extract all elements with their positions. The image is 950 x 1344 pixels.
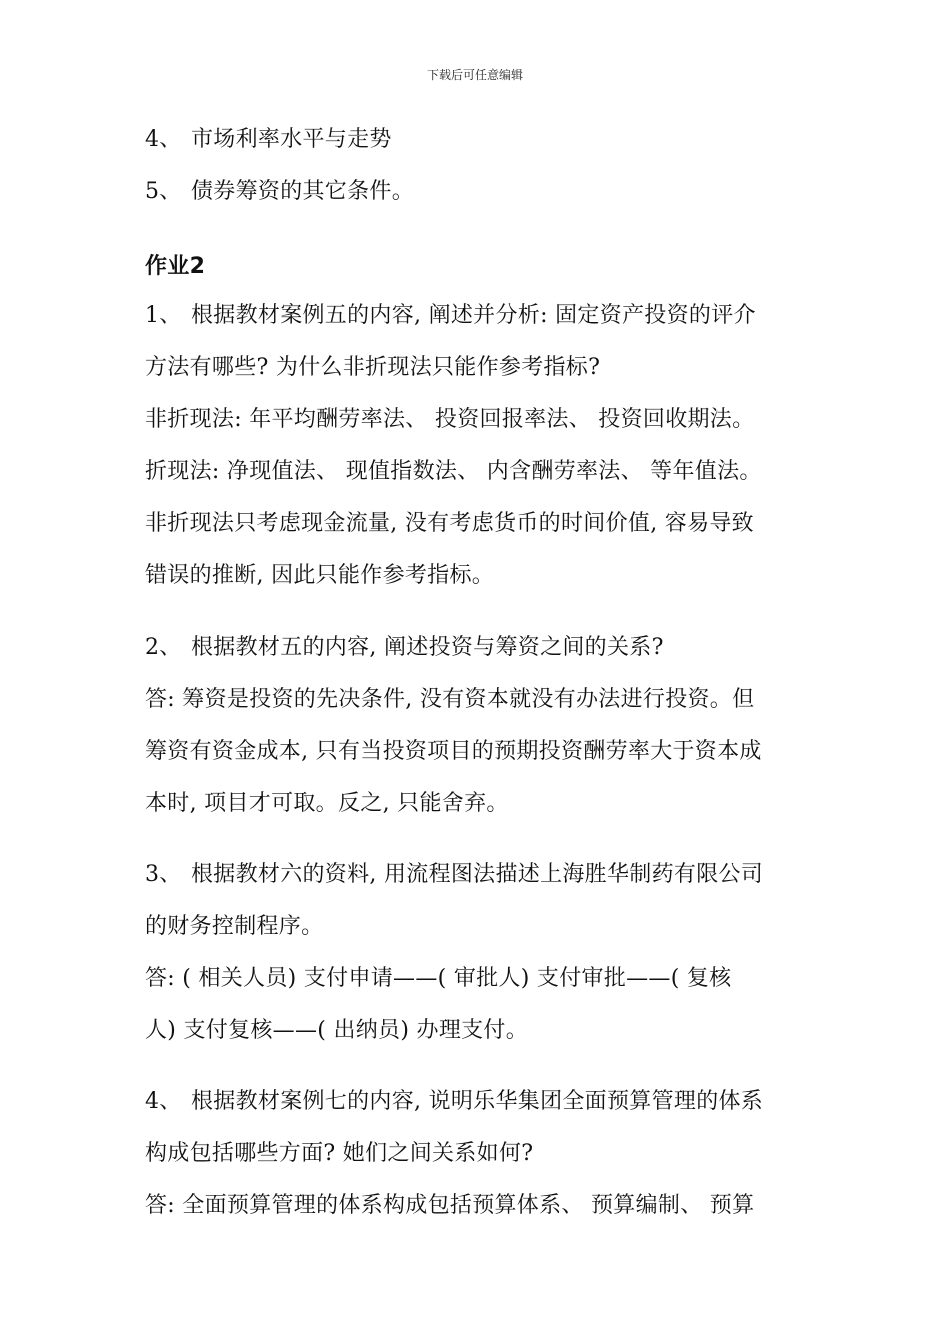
answer-1-line-2: 折现法: 净现值法、 现值指数法、 内含酬劳率法、 等年值法。 bbox=[145, 459, 762, 484]
question-text: 根据教材案例七的内容, 说明乐华集团全面预算管理的体系 bbox=[191, 1089, 764, 1114]
question-1-cont: 方法有哪些? 为什么非折现法只能作参考指标? bbox=[145, 355, 601, 380]
answer-3-line-2: 人) 支付复核——( 出纳员) 办理支付。 bbox=[145, 1018, 529, 1043]
list-item-5 bbox=[145, 174, 414, 205]
list-number: 4、 bbox=[145, 127, 182, 152]
list-text: 市场利率水平与走势 bbox=[191, 127, 392, 152]
answer-2-line-2: 筹资有资金成本, 只有当投资项目的预期投资酬劳率大于资本成 bbox=[145, 739, 762, 764]
answer-2-line-3: 本时, 项目才可取。反之, 只能舍弃。 bbox=[145, 791, 509, 816]
question-4 bbox=[145, 1084, 763, 1115]
question-3-cont: 的财务控制程序。 bbox=[145, 914, 324, 939]
question-3 bbox=[145, 857, 763, 888]
question-number: 3、 bbox=[145, 862, 182, 887]
answer-4-line-1: 答: 全面预算管理的体系构成包括预算体系、 预算编制、 预算 bbox=[145, 1193, 755, 1218]
question-1 bbox=[145, 298, 756, 329]
answer-2-line-1: 答: 筹资是投资的先决条件, 没有资本就没有办法进行投资。但 bbox=[145, 687, 755, 712]
section-title: 作业2 bbox=[145, 254, 206, 279]
answer-1-line-1: 非折现法: 年平均酬劳率法、 投资回报率法、 投资回收期法。 bbox=[145, 407, 755, 432]
question-number: 2、 bbox=[145, 635, 182, 660]
question-text: 根据教材案例五的内容, 阐述并分析: 固定资产投资的评介 bbox=[191, 303, 756, 328]
list-text: 债券筹资的其它条件。 bbox=[191, 179, 415, 204]
answer-3-line-1: 答: ( 相关人员) 支付申请——( 审批人) 支付审批——( 复核 bbox=[145, 966, 732, 991]
list-item-4 bbox=[145, 122, 392, 153]
list-number: 5、 bbox=[145, 179, 182, 204]
question-number: 4、 bbox=[145, 1089, 182, 1114]
question-4-cont: 构成包括哪些方面? 她们之间关系如何? bbox=[145, 1141, 534, 1166]
question-number: 1、 bbox=[145, 303, 182, 328]
answer-1-line-3: 非折现法只考虑现金流量, 没有考虑货币的时间价值, 容易导致 bbox=[145, 511, 754, 536]
answer-1-line-4: 错误的推断, 因此只能作参考指标。 bbox=[145, 563, 495, 588]
question-text: 根据教材六的资料, 用流程图法描述上海胜华制药有限公司 bbox=[191, 862, 764, 887]
question-2 bbox=[145, 630, 664, 661]
question-text: 根据教材五的内容, 阐述投资与筹资之间的关系? bbox=[191, 635, 664, 660]
page-header: 下载后可任意编辑 bbox=[426, 68, 523, 82]
